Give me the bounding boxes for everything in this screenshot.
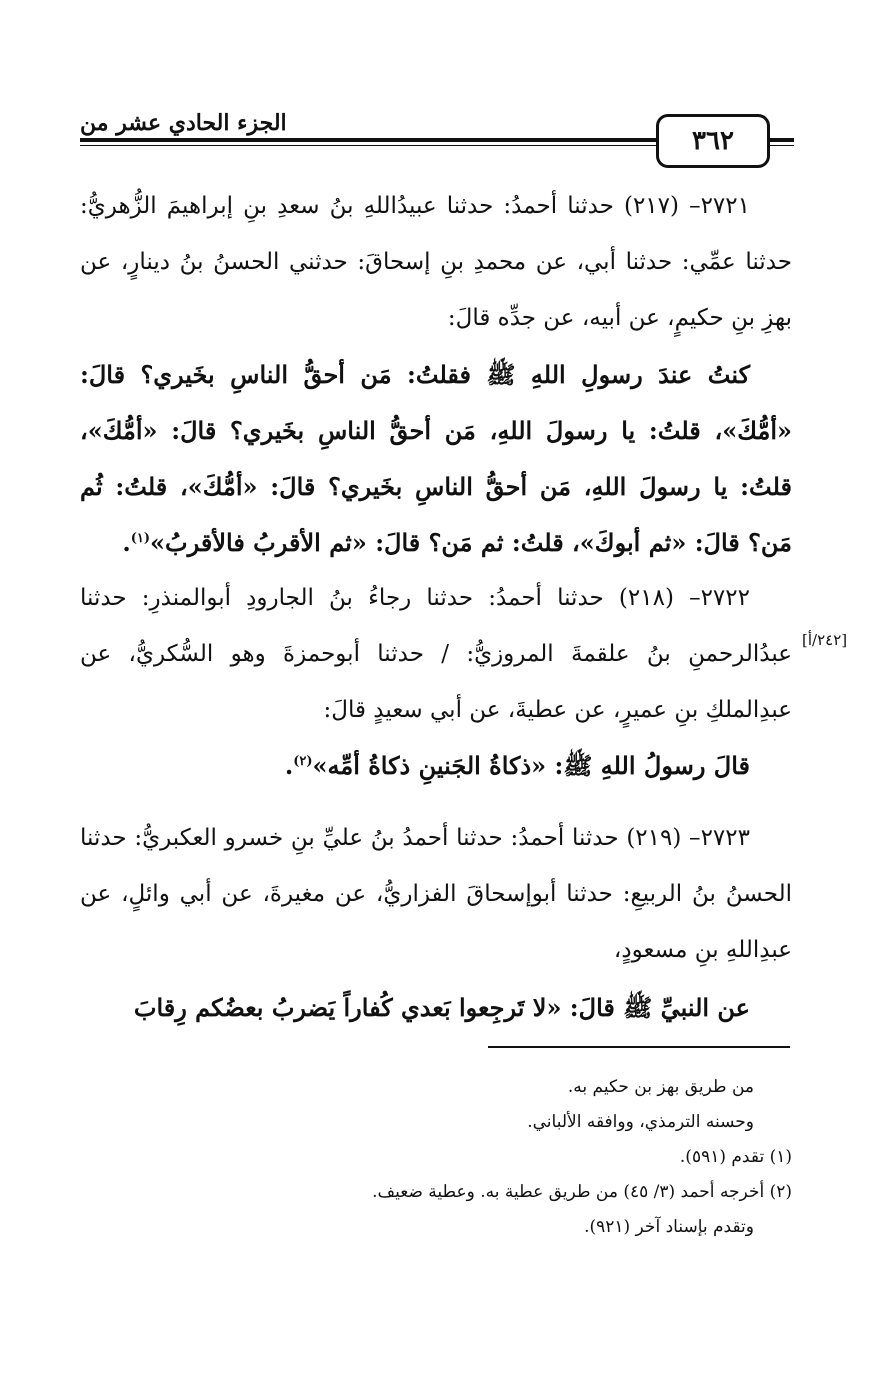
hadith-2723-matn: عن النبيِّ ﷺ قالَ: «لا تَرجِعوا بَعدي كُفاراً يَضربُ بعضُكم رِقابَ <box>133 993 750 1022</box>
header-rule-thick <box>80 138 658 142</box>
footnote-1: (١) تقدم (٥٩١). <box>679 1147 792 1167</box>
footnote-line: وتقدم بإسناد آخر (٩٢١). <box>584 1217 754 1237</box>
hadith-2722-isnad: ٢٧٢٢– (٢١٨) حدثنا أحمدُ: حدثنا رجاءُ بنُ الجارودِ أبوالمنذرِ: حدثنا عبدُالرحمنِ بنُ علقمةَ المروزيُّ: / حدثنا أبوحمزةَ وهو السُّكريُّ، عن عبدِالملكِ بنِ عميرٍ، عن عطيةَ، عن أبي سعيدٍ قالَ: <box>80 585 792 723</box>
hadith-2722-matn: قالَ رسولُ اللهِ ﷺ: «ذكاةُ الجَنينِ ذكاةُ أمِّه»$^{(٢)}$. <box>284 751 750 780</box>
footnote-marker-2: (٢) <box>293 754 313 769</box>
running-title: الجزء الحادي عشر من <box>80 110 287 136</box>
hadith-2721-isnad: ٢٧٢١– (٢١٧) حدثنا أحمدُ: حدثنا عبيدُاللهِ بنُ سعدِ بنِ إبراهيمَ الزُّهريُّ: حدثنا عمِّي: حدثنا أبي، عن محمدِ بنِ إسحاقَ: حدثني الحسنُ بنُ دينارٍ، عن بهزِ بنِ حكيمٍ، عن أبيه، عن جدِّه قالَ: <box>80 193 792 331</box>
manuscript-folio-marker: [٢٤٢/أ] <box>802 631 848 649</box>
footnote-2: (٢) أخرجه أحمد (٣/ ٤٥) من طريق عطية به. وعطية ضعيف. <box>372 1182 792 1202</box>
hadith-2721-matn-text: كنتُ عندَ رسولِ اللهِ ﷺ فقلتُ: مَن أحقُّ الناسِ بخَيري؟ قالَ: «أمُّكَ»، قلتُ: يا رسولَ اللهِ، مَن أحقُّ الناسِ بخَيري؟ قالَ: «أمُّكَ»، قلتُ: يا رسولَ اللهِ، مَن أحقُّ الناسِ بخَيري؟ قالَ: «أمُّكَ»، قلتُ: ثُم مَن؟ قالَ: «ثم أبوكَ»، قلتُ: ثم مَن؟ قالَ: «ثم الأقربُ فالأقربُ» <box>80 360 792 557</box>
header-rule-thin <box>80 145 658 146</box>
footnotes <box>80 1070 792 1245</box>
footnote-line: من طريق بهز بن حكيم به. <box>567 1077 754 1097</box>
footnote-marker-1: (١) <box>130 531 151 546</box>
footnote-separator <box>488 1046 790 1048</box>
footnote-line: وحسنه الترمذي، ووافقه الألباني. <box>527 1112 754 1132</box>
hadith-2722-matn-text: قالَ رسولُ اللهِ ﷺ: «ذكاةُ الجَنينِ ذكاةُ أمِّه» <box>312 751 750 780</box>
hadith-2721-matn: كنتُ عندَ رسولِ اللهِ ﷺ فقلتُ: مَن أحقُّ الناسِ بخَيري؟ قالَ: «أمُّكَ»، قلتُ: يا رسولَ اللهِ، مَن أحقُّ الناسِ بخَيري؟ قالَ: «أمُّكَ»، قلتُ: يا رسولَ اللهِ، مَن أحقُّ الناسِ بخَيري؟ قالَ: «أمُّكَ»، قلتُ: ثُم مَن؟ قالَ: «ثم أبوكَ»، قلتُ: ثم مَن؟ قالَ: «ثم الأقربُ فالأقربُ»$^{(١)}$. <box>80 360 792 557</box>
hadith-2723-isnad: ٢٧٢٣– (٢١٩) حدثنا أحمدُ: حدثنا أحمدُ بنُ عليِّ بنِ خسرو العكبريُّ: حدثنا الحسنُ بنُ الربيعِ: حدثنا أبوإسحاقَ الفزاريُّ، عن مغيرةَ، عن أبي وائلٍ، عن عبدِاللهِ بنِ مسعودٍ، <box>80 825 792 963</box>
page-number: ٣٦٢ <box>656 114 770 168</box>
